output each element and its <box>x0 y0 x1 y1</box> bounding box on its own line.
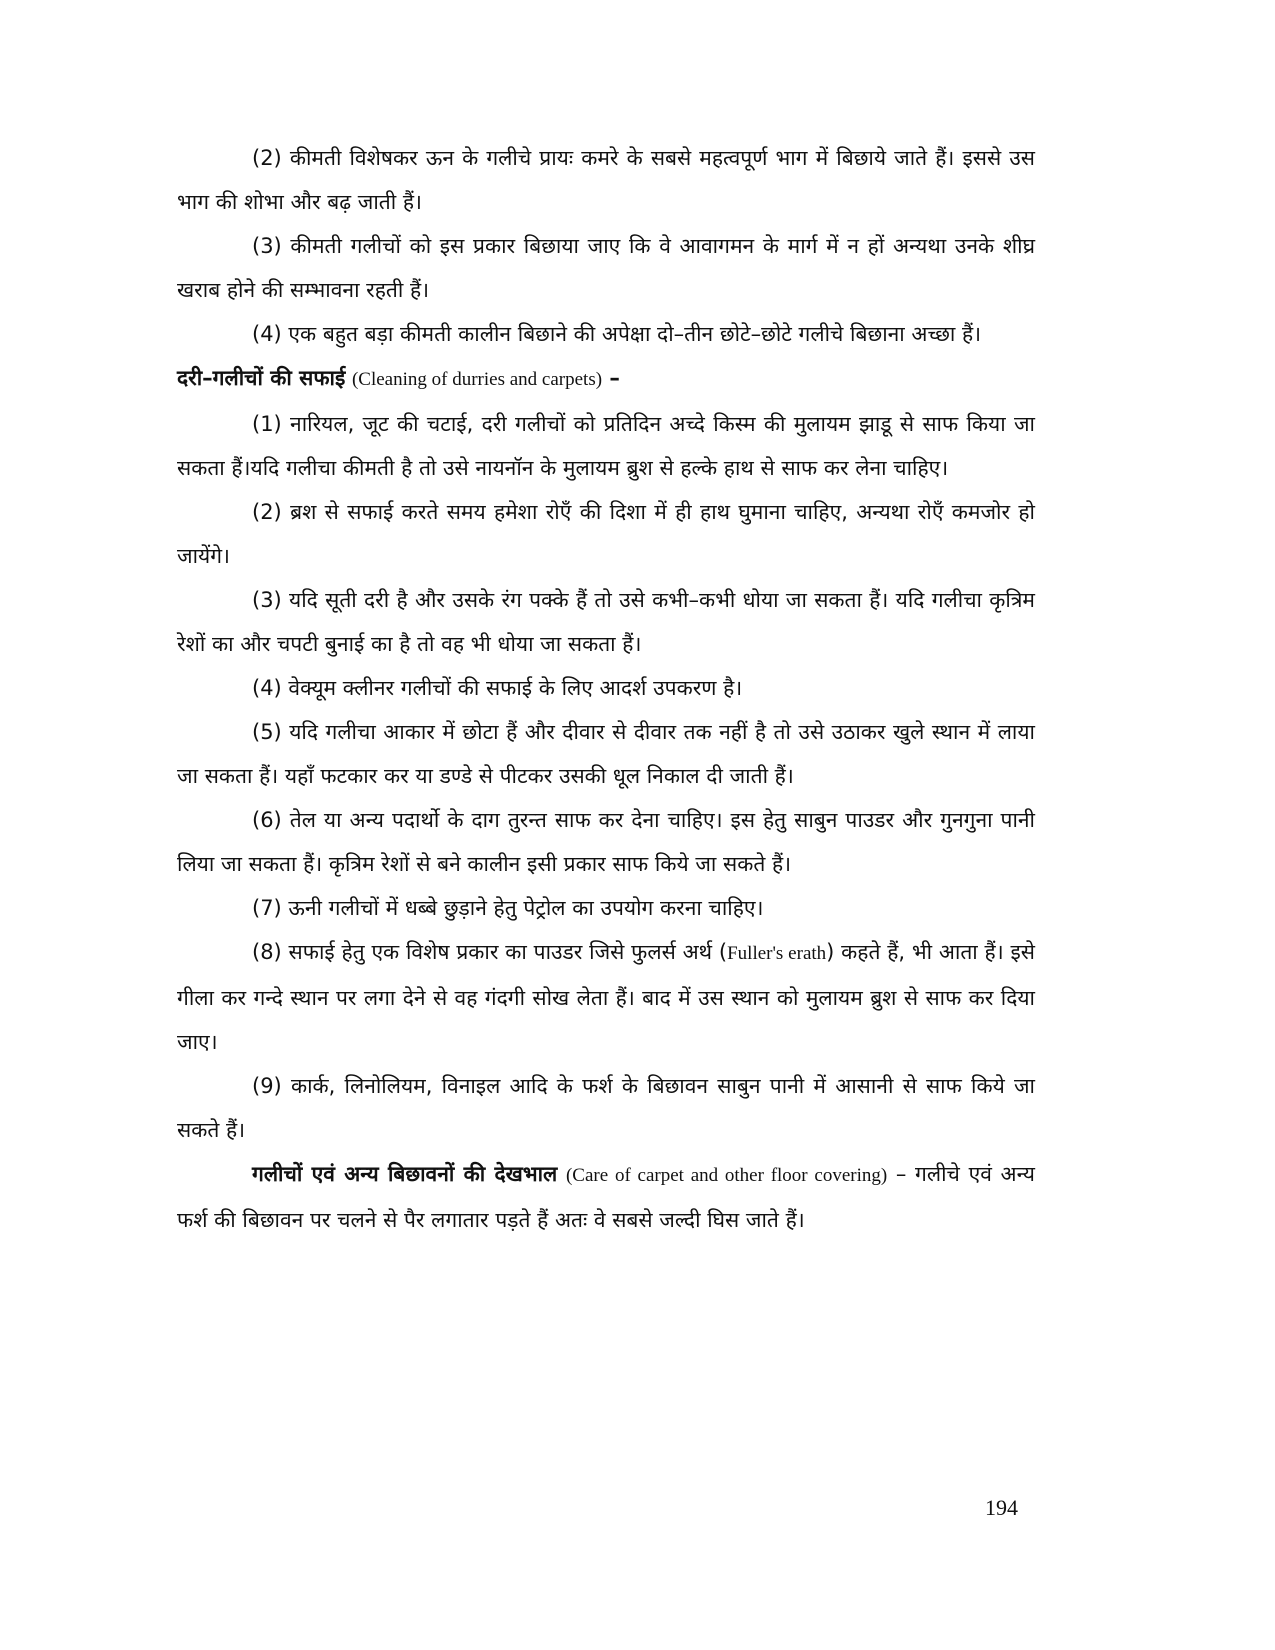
list-item: (2) ब्रश से सफाई करते समय हमेशा रोएँ की दिशा में ही हाथ घुमाना चाहिए, अन्यथा रोएँ कमजोर हो जायेंगे। <box>177 500 1035 568</box>
heading-english: (Cleaning of durries and carpets) <box>351 369 603 390</box>
list-item: (7) ऊनी गलीचों में धब्बे छुड़ाने हेतु पेट्रोल का उपयोग करना चाहिए। <box>252 896 764 920</box>
list-item: (1) नारियल, जूट की चटाई, दरी गलीचों को प्रतिदिन अच्दे किस्म की मुलायम झाडू से साफ किया जा सकता हैं।यदि गलीचा कीमती है तो उसे नायनॉन के मुलायम ब्रुश से हल्के हाथ से साफ कर लेना चाहिए। <box>177 412 1035 480</box>
care-text: – गलीचे एवं अन्य फर्श की बिछावन पर चलने से पैर लगातार पड़ते हैं अतः वे सबसे जल्दी घिस जाते हैं। <box>177 1162 1035 1232</box>
list-item: (4) वेक्यूम क्लीनर गलीचों की सफाई के लिए आदर्श उपकरण है। <box>252 676 743 700</box>
heading-dash: – <box>602 366 620 390</box>
heading-hindi: दरी–गलीचों की सफाई <box>177 366 346 390</box>
list-item-8 <box>177 930 1035 1064</box>
care-heading: गलीचों एवं अन्य बिछावनों की देखभाल <box>252 1162 558 1186</box>
list-item: (2) कीमती विशेषकर ऊन के गलीचे प्रायः कमरे के सबसे महत्वपूर्ण भाग में बिछाये जाते हैं। इससे उस भाग की शोभा और बढ़ जाती हैं। <box>177 146 1035 214</box>
care-heading-english: (Care of carpet and other floor covering) <box>565 1165 888 1186</box>
list-item: (9) कार्क, लिनोलियम, विनाइल आदि के फर्श के बिछावन साबुन पानी में आसानी से साफ किये जा सकते हैं। <box>177 1074 1035 1142</box>
care-paragraph <box>177 1152 1035 1242</box>
item8-before: (8) सफाई हेतु एक विशेष प्रकार का पाउडर जिसे फुलर्स अर्थ ( <box>252 940 728 964</box>
document-body <box>177 136 1035 1242</box>
list-item: (3) यदि सूती दरी है और उसके रंग पक्के हैं तो उसे कभी–कभी धोया जा सकता हैं। यदि गलीचा कृत्रिम रेशों का और चपटी बुनाई का है तो वह भी धोया जा सकता हैं। <box>177 588 1035 656</box>
list-item: (3) कीमती गलीचों को इस प्रकार बिछाया जाए कि वे आवागमन के मार्ग में न हों अन्यथा उनके शीघ्र खराब होने की सम्भावना रहती हैं। <box>177 234 1035 302</box>
list-item: (6) तेल या अन्य पदार्थो के दाग तुरन्त साफ कर देना चाहिए। इस हेतु साबुन पाउडर और गुनगुना पानी लिया जा सकता हैं। कृत्रिम रेशों से बने कालीन इसी प्रकार साफ किये जा सकते हैं। <box>177 808 1035 876</box>
page-number: 194 <box>985 1495 1018 1520</box>
list-item: (4) एक बहुत बड़ा कीमती कालीन बिछाने की अपेक्षा दो–तीन छोटे–छोटे गलीचे बिछाना अच्छा हैं। <box>252 322 982 346</box>
section-heading-cleaning <box>177 356 1035 402</box>
list-item: (5) यदि गलीचा आकार में छोटा हैं और दीवार से दीवार तक नहीं है तो उसे उठाकर खुले स्थान में लाया जा सकता हैं। यहाँ फटकार कर या डण्डे से पीटकर उसकी धूल निकाल दी जाती हैं। <box>177 720 1035 788</box>
item8-english: Fuller's erath <box>727 943 827 964</box>
item8-after: ) कहते हैं, भी आता हैं। इसे गीला कर गन्दे स्थान पर लगा देने से वह गंदगी सोख लेता हैं। बाद में उस स्थान को मुलायम ब्रुश से साफ कर दिया जाए। <box>177 940 1035 1054</box>
